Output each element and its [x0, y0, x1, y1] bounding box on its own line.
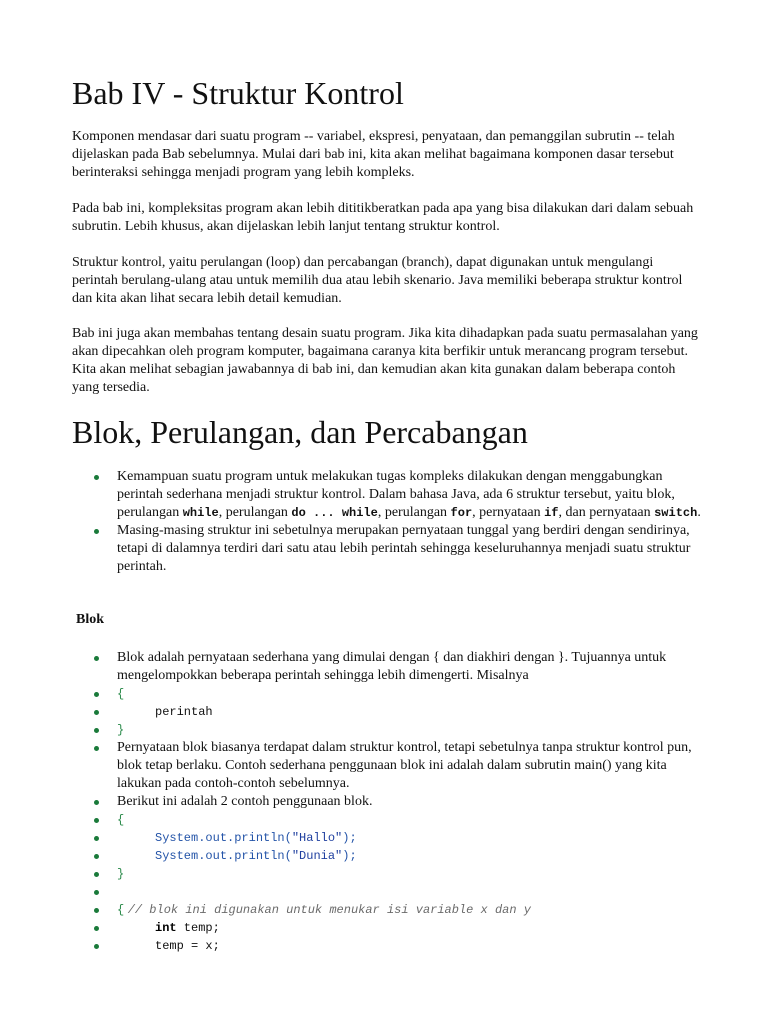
- keyword-do-while: do ... while: [291, 506, 378, 520]
- list-item: [72, 468, 702, 522]
- code-string: "Hallo": [291, 831, 343, 845]
- list-item-text: , dan pernyataan: [558, 505, 655, 520]
- list-item: [72, 739, 702, 793]
- code-brace-close: }: [117, 867, 125, 881]
- keyword-if: if: [544, 506, 559, 520]
- code-line: [72, 721, 702, 739]
- code-system: System: [155, 831, 199, 845]
- list-item-text: .: [697, 505, 701, 520]
- code-assign: temp = x;: [155, 939, 220, 953]
- code-system: System: [155, 849, 199, 863]
- code-line-empty: [72, 883, 702, 901]
- bullet-list-intro: [72, 468, 702, 576]
- code-perintah: perintah: [155, 705, 213, 719]
- list-item-text: , perulangan: [218, 505, 292, 520]
- paragraph-design: Bab ini juga akan membahas tentang desain suatu program. Jika kita dihadapkan pada suatu permasalahan yang akan dipecahkan oleh program komputer, bagaimana caranya kita berfikir untuk merancang program tersebut. Kita akan melihat sebagian jawabannya di bab ini, dan kemudian akan kita gunakan dalam beberapa contoh yang tersedia.: [72, 326, 698, 395]
- code-decl: temp;: [176, 921, 220, 935]
- code-type-int: int: [155, 921, 177, 935]
- code-line: [72, 865, 702, 883]
- list-item-text: Pernyataan blok biasanya terdapat dalam struktur kontrol, tetapi sebetulnya tanpa struktur kontrol pun, blok tetap berlaku. Contoh sederhana penggunaan blok ini adalah dalam subrutin main() yang kita lakukan pada contoh-contoh sebelumnya.: [117, 740, 692, 791]
- paragraph-intro: Komponen mendasar dari suatu program -- variabel, ekspresi, penyataan, dan pemanggilan subrutin -- telah dijelaskan pada Bab sebelumnya. Mulai dari bab ini, kita akan melihat bagaimana komponen dasar tersebut berinteraksi sehingga menjadi program yang lebih kompleks.: [72, 129, 675, 180]
- list-item-text: Kemampuan suatu program untuk melakukan tugas kompleks dilakukan dengan menggabungkan perintah sederhana menjadi struktur kontrol. Dalam bahasa Java, ada 6 struktur tersebut, yaitu blok, perulangan: [117, 469, 675, 520]
- code-line: [72, 937, 702, 955]
- list-item-text: , pernyataan: [472, 505, 545, 520]
- subsection-heading-blok: Blok: [76, 612, 105, 627]
- code-end: );: [342, 849, 357, 863]
- list-item-text: Berikut ini adalah 2 contoh penggunaan blok.: [117, 794, 373, 809]
- list-item-text: , perulangan: [377, 505, 451, 520]
- code-end: );: [342, 831, 357, 845]
- page-title: Bab IV - Struktur Kontrol: [72, 75, 404, 111]
- section-title: Blok, Perulangan, dan Percabangan: [72, 414, 528, 450]
- list-item-text: Masing-masing struktur ini sebetulnya merupakan pernyataan tunggal yang berdiri dengan sendirinya, tetapi di dalamnya terdiri dari satu atau lebih perintah sehingga keseluruhannya menjadi suatu struktur perintah.: [117, 523, 691, 574]
- code-line: [72, 811, 702, 829]
- keyword-for: for: [450, 506, 473, 520]
- code-println: .out.println(: [198, 831, 292, 845]
- list-item-text: Blok adalah pernyataan sederhana yang dimulai dengan { dan diakhiri dengan }. Tujuannya untuk mengelompokkan beberapa perintah sehingga lebih dimengerti. Misalnya: [117, 650, 667, 683]
- code-line: [72, 847, 702, 865]
- list-item: [72, 522, 702, 576]
- list-item: [72, 649, 702, 685]
- code-brace-open: {: [117, 903, 125, 917]
- paragraph-control-structure: Struktur kontrol, yaitu perulangan (loop) dan percabangan (branch), dapat digunakan untuk mengulangi perintah berulang-ulang atau untuk memilih dua atau lebih skenario. Java memiliki beberapa struktur kontrol dan kita akan lihat secara lebih detail kemudian.: [72, 255, 683, 306]
- code-println: .out.println(: [198, 849, 292, 863]
- paragraph-complexity: Pada bab ini, kompleksitas program akan lebih dititikberatkan pada apa yang bisa dilakukan dari dalam sebuah subrutin. Lebih khusus, akan dijelaskan lebih lanjut tentang struktur kontrol.: [72, 201, 694, 234]
- code-line: [72, 829, 702, 847]
- bullet-list-blok: [72, 649, 702, 955]
- code-line: [72, 901, 702, 919]
- code-brace-close: }: [117, 723, 125, 737]
- code-brace-open: {: [117, 813, 125, 827]
- list-item: [72, 793, 702, 811]
- keyword-while: while: [182, 506, 219, 520]
- code-string: "Dunia": [291, 849, 343, 863]
- code-line: [72, 919, 702, 937]
- code-brace-open: {: [117, 687, 125, 701]
- code-line: [72, 685, 702, 703]
- code-line: [72, 703, 702, 721]
- code-comment: // blok ini digunakan untuk menukar isi variable x dan y: [127, 903, 531, 917]
- keyword-switch: switch: [654, 506, 698, 520]
